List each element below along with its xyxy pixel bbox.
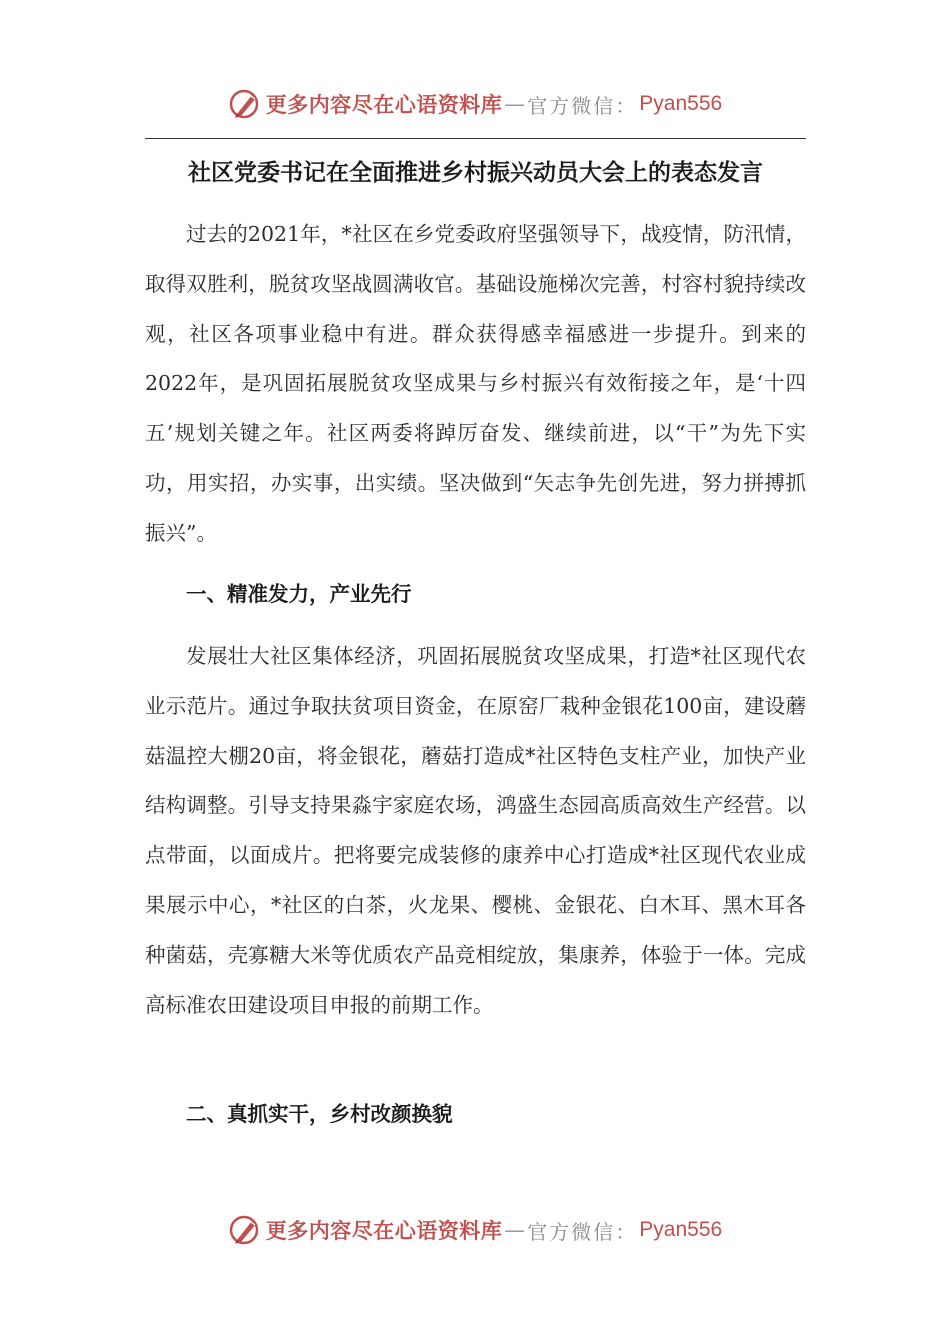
watermark-wechat-label: 官方微信： bbox=[527, 1219, 638, 1244]
header-watermark bbox=[0, 84, 950, 124]
watermark-wechat-label: 官方微信： bbox=[527, 93, 638, 118]
watermark-wechat-id: Pyan556 bbox=[639, 92, 723, 115]
watermark-separator: — bbox=[504, 92, 526, 116]
watermark-separator: — bbox=[504, 1218, 526, 1242]
body-paragraph-industry: 发展壮大社区集体经济，巩固拓展脱贫攻坚成果，打造*社区现代农业示范片。通过争取扶贫项目资金，在原窑厂栽种金银花100亩，建设蘑菇温控大棚20亩，将金银花，蘑菇打造成*社区特色支柱产业，加快产业结构调整。引导支持果淼宇家庭农场，鸿盛生态园高质高效生产经营。以点带面，以面成片。把将要完成装修的康养中心打造成*社区现代农业成果展示中心，*社区的白茶，火龙果、樱桃、金银花、白木耳、黑木耳各种菌菇，壳寡糖大米等优质农产品竞相绽放，集康养，体验于一体。完成高标准农田建设项目申报的前期工作。 bbox=[145, 644, 806, 1017]
watermark-slogan: 更多内容尽在心语资料库 bbox=[265, 1218, 503, 1243]
document-title: 社区党委书记在全面推进乡村振兴动员大会上的表态发言 bbox=[188, 159, 763, 186]
pen-logo-icon bbox=[228, 87, 262, 121]
watermark-wechat-id: Pyan556 bbox=[639, 1218, 723, 1241]
section-heading-1: 一、精准发力，产业先行 bbox=[186, 582, 412, 606]
pen-logo-icon bbox=[228, 1213, 262, 1247]
header-divider bbox=[145, 138, 806, 139]
watermark-slogan: 更多内容尽在心语资料库 bbox=[265, 92, 503, 117]
body-paragraph-intro: 过去的2021年，*社区在乡党委政府坚强领导下，战疫情，防汛情，取得双胜利，脱贫攻坚战圆满收官。基础设施梯次完善，村容村貌持续改观，社区各项事业稳中有进。群众获得感幸福感进一步提升。到来的2022年，是巩固拓展脱贫攻坚成果与乡村振兴有效衔接之年，是‘十四五’规划关键之年。社区两委将踔厉奋发、继续前进，以“干”为先下实功，用实招，办实事，出实绩。坚决做到“矢志争先创先进，努力拼搏抓振兴”。 bbox=[145, 222, 806, 545]
footer-watermark bbox=[0, 1210, 950, 1250]
section-heading-2: 二、真抓实干，乡村改颜换貌 bbox=[186, 1102, 453, 1126]
